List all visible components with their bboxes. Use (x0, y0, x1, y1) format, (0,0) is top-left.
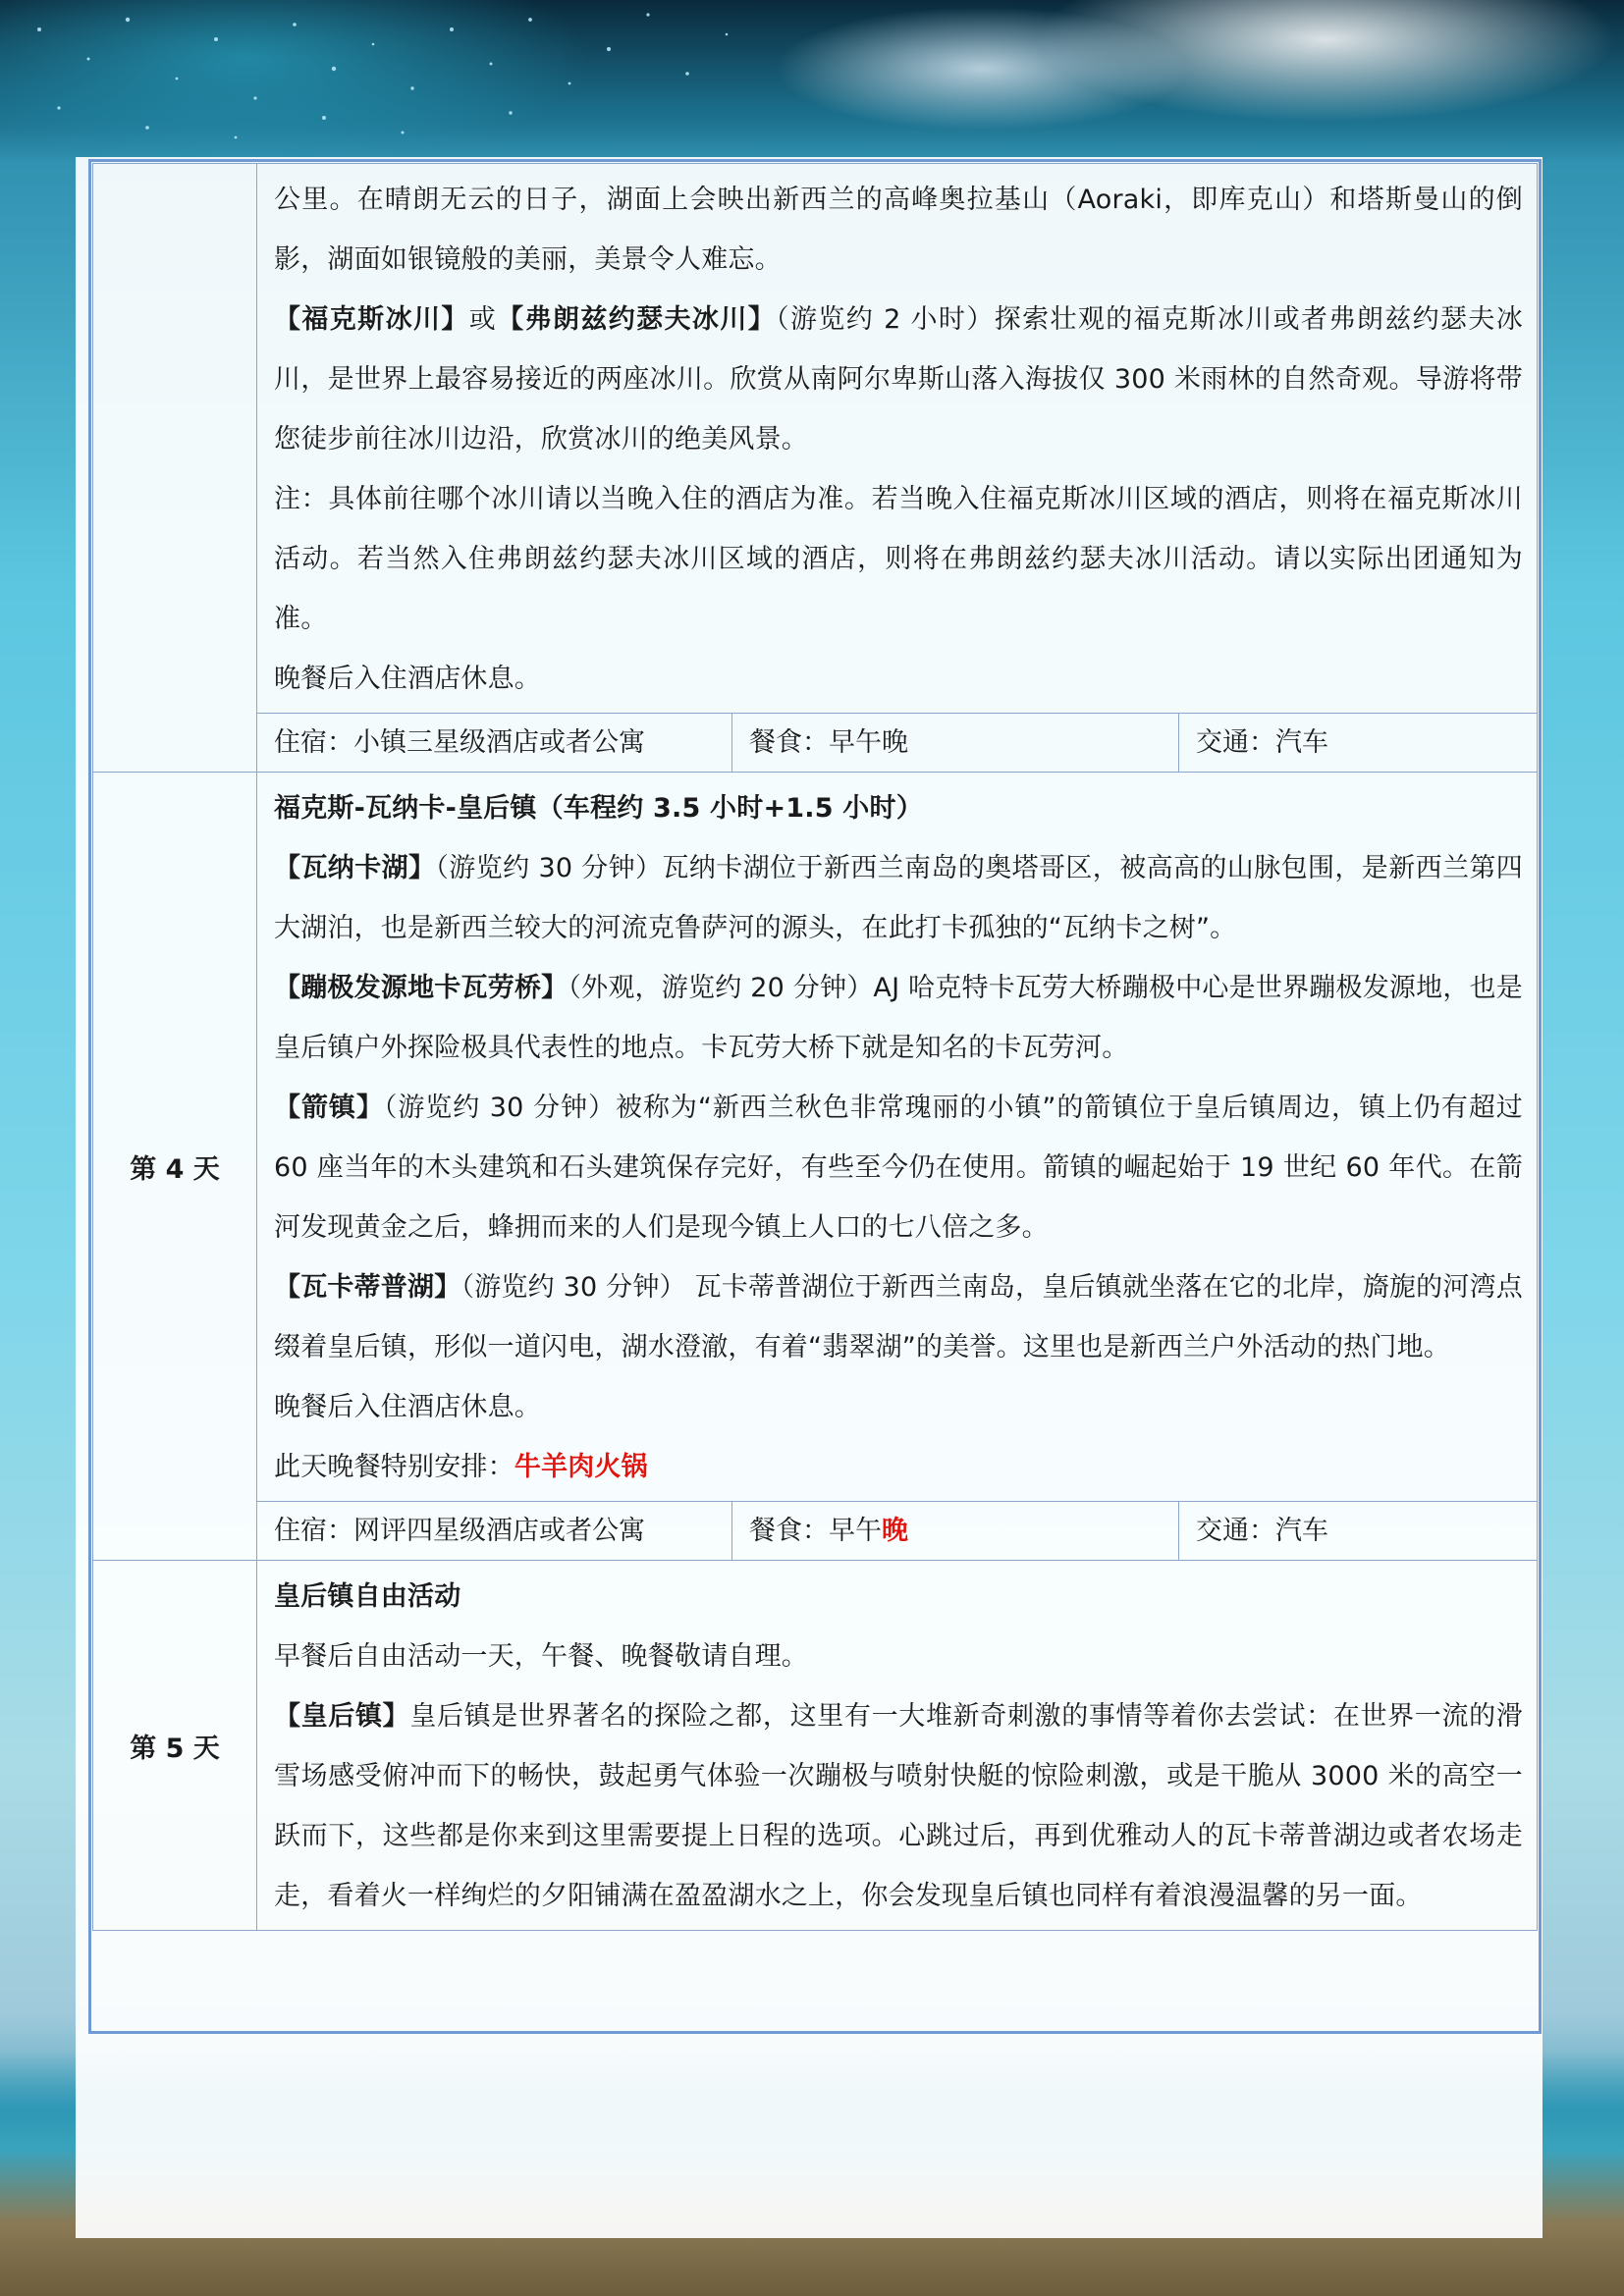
meals-info: 餐食：早午晚 (732, 714, 1179, 772)
day5-label: 第 5 天 (93, 1561, 257, 1931)
transport-info: 交通：汽车 (1196, 727, 1328, 758)
day5-content (257, 1561, 1537, 1930)
glacier-paragraph: 【福克斯冰川】或【弗朗兹约瑟夫冰川】（游览约 2 小时）探索壮观的福克斯冰川或者弗朗兹约瑟夫冰川，是世界上最容易接近的两座冰川。欣赏从南阿尔卑斯山落入海拔仅 300 米雨林的自然奇观。导游将带您徒步前往冰川边沿，欣赏冰川的绝美风景。 (274, 304, 1524, 454)
itinerary-row-day4 (93, 773, 1538, 1561)
spot-paragraph: 【蹦极发源地卡瓦劳桥】（外观，游览约 20 分钟）AJ 哈克特卡瓦劳大桥蹦极中心是世界蹦极发源地，也是皇后镇户外探险极具代表性的地点。卡瓦劳大桥下就是知名的卡瓦劳河。 (274, 973, 1523, 1063)
starry-cave-decoration (0, 0, 884, 157)
rest-note: 晚餐后入住酒店休息。 (274, 1392, 541, 1422)
day4-info-row (257, 1501, 1537, 1560)
header-background-image (0, 0, 1624, 162)
lodging-info: 住宿：网评四星级酒店或者公寓 (257, 1502, 732, 1560)
day5-title: 皇后镇自由活动 (274, 1581, 461, 1612)
day4-label: 第 4 天 (93, 773, 257, 1561)
spot-paragraph: 【瓦卡蒂普湖】（游览约 30 分钟） 瓦卡蒂普湖位于新西兰南岛，皇后镇就坐落在它的北岸，旖旎的河湾点缀着皇后镇，形似一道闪电，湖水澄澈，有着“翡翠湖”的美誉。这里也是新西兰户外活动的热门地。 (274, 1272, 1524, 1362)
meals-info: 餐食：早午晚 (732, 1502, 1179, 1560)
day3-info-row (257, 713, 1537, 772)
day4-content (257, 773, 1537, 1501)
special-dinner-note: 此天晚餐特别安排：牛羊肉火锅 (274, 1452, 648, 1482)
special-dish: 牛羊肉火锅 (514, 1452, 648, 1482)
day4-title: 福克斯-瓦纳卡-皇后镇（车程约 3.5 小时+1.5 小时） (274, 793, 923, 824)
rest-note: 晚餐后入住酒店休息。 (274, 664, 541, 694)
day-label-cell-empty (93, 164, 257, 773)
lake-reflection-paragraph: 公里。在晴朗无云的日子，湖面上会映出新西兰的高峰奥拉基山（Aoraki，即库克山）和塔斯曼山的倒影，湖面如银镜般的美丽，美景令人难忘。 (274, 185, 1523, 275)
spot-paragraph: 【箭镇】（游览约 30 分钟）被称为“新西兰秋色非常瑰丽的小镇”的箭镇位于皇后镇周边，镇上仍有超过 60 座当年的木头建筑和石头建筑保存完好，有些至今仍在使用。箭镇的崛起始于 19 世纪 60 年代。在箭河发现黄金之后，蜂拥而来的人们是现今镇上人口的七八倍之多。 (274, 1093, 1523, 1243)
spot-paragraph: 【瓦纳卡湖】（游览约 30 分钟）瓦纳卡湖位于新西兰南岛的奥塔哥区，被高高的山脉包围，是新西兰第四大湖泊，也是新西兰较大的河流克鲁萨河的源头，在此打卡孤独的“瓦纳卡之树”。 (274, 853, 1524, 943)
day5-intro: 早餐后自由活动一天，午餐、晚餐敬请自理。 (274, 1641, 808, 1672)
itinerary-row-day3-continued (93, 164, 1538, 773)
glacier-note-paragraph: 注：具体前往哪个冰川请以当晚入住的酒店为准。若当晚入住福克斯冰川区域的酒店，则将在福克斯冰川活动。若当然入住弗朗兹约瑟夫冰川区域的酒店，则将在弗朗兹约瑟夫冰川活动。请以实际出团通知为准。 (274, 484, 1523, 634)
itinerary-row-day5 (93, 1561, 1538, 1931)
spot-paragraph: 【皇后镇】皇后镇是世界著名的探险之都，这里有一大堆新奇刺激的事情等着你去尝试：在世界一流的滑雪场感受俯冲而下的畅快，鼓起勇气体验一次蹦极与喷射快艇的惊险刺激，或是干脆从 3000 米的高空一跃而下，这些都是你来到这里需要提上日程的选项。心跳过后，再到优雅动人的瓦卡蒂普湖边或者农场走走，看着火一样绚烂的夕阳铺满在盈盈湖水之上，你会发现皇后镇也同样有着浪漫温馨的另一面。 (274, 1701, 1523, 1911)
itinerary-table (92, 163, 1538, 1931)
lodging-info: 住宿：小镇三星级酒店或者公寓 (257, 714, 732, 772)
transport-info: 交通：汽车 (1196, 1516, 1328, 1546)
day3-content (257, 164, 1537, 713)
